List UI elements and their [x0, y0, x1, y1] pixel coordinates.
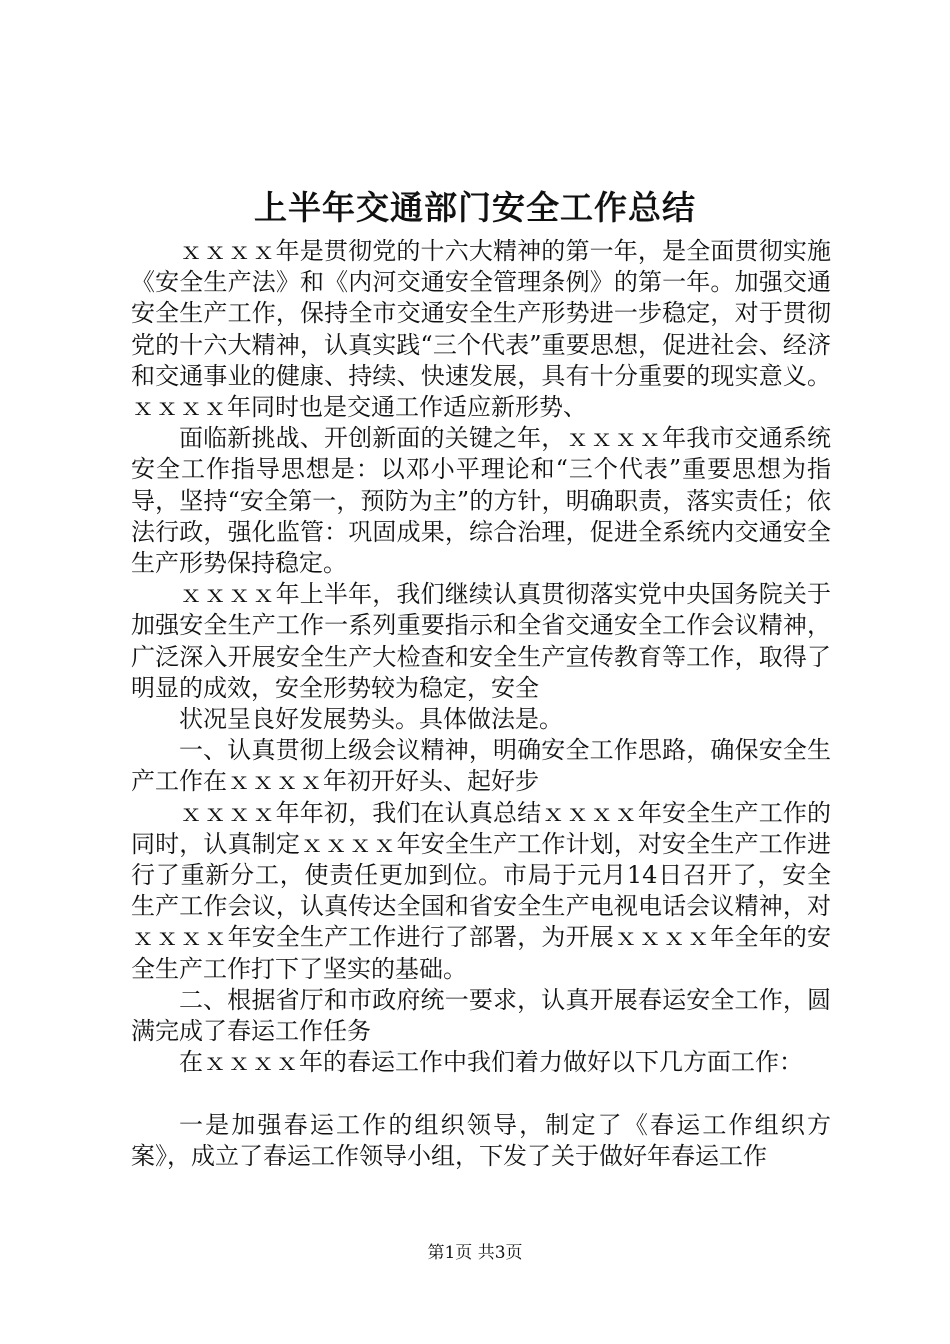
paragraph-year-start-work: ｘｘｘｘ年年初，我们在认真总结ｘｘｘｘ年安全生产工作的同时，认真制定ｘｘｘｘ年安全生产工作计划，对安全生产工作进行了重新分工，使责任更加到位。市局于元月14日召开了，安全生产工作会议，认真传达全国和省安全生产电视电话会议精神，对ｘｘｘｘ年安全生产工作进行了部署，为开展ｘｘｘｘ年全年的安全生产工作打下了坚实的基础。 — [131, 798, 831, 983]
paragraph-spacer — [131, 1078, 831, 1109]
paragraph-spring-transport-point-one: 一是加强春运工作的组织领导，制定了《春运工作组织方案》，成立了春运工作领导小组，下发了关于做好年春运工作 — [131, 1110, 831, 1170]
paragraph-spring-transport-intro: 在ｘｘｘｘ年的春运工作中我们着力做好以下几方面工作： — [179, 1048, 803, 1077]
paragraph-guiding-thought: 面临新挑战、开创新面的关键之年，ｘｘｘｘ年我市交通系统安全工作指导思想是：以邓小平理论和“三个代表”重要思想为指导，坚持“安全第一，预防为主”的方针，明确职责，落实责任；依法行政，强化监管：巩固成果，综合治理，促进全系统内交通安全生产形势保持稳定。 — [131, 424, 831, 578]
paragraph-first-half-summary: ｘｘｘｘ年上半年，我们继续认真贯彻落实党中央国务院关于加强安全生产工作一系列重要指示和全省交通安全工作会议精神，广泛深入开展安全生产大检查和安全生产宣传教育等工作，取得了明显的成效，安全形势较为稳定，安全 — [131, 580, 831, 702]
paragraph-intro: ｘｘｘｘ年是贯彻党的十六大精神的第一年，是全面贯彻实施《安全生产法》和《内河交通安全管理条例》的第一年。加强交通安全生产工作，保持全市交通安全生产形势进一步稳定，对于贯彻党的十六大精神，认真实践“三个代表”重要思想，促进社会、经济和交通事业的健康、持续、快速发展，具有十分重要的现实意义。ｘｘｘｘ年同时也是交通工作适应新形势、 — [131, 237, 831, 422]
document-title: 上半年交通部门安全工作总结 — [254, 188, 696, 227]
page-footer: 第1页 共3页 — [427, 1243, 523, 1263]
paragraph-methods-intro: 状况呈良好发展势头。具体做法是。 — [179, 705, 563, 734]
document-body — [131, 236, 831, 1172]
section-heading-one: 一、认真贯彻上级会议精神，明确安全工作思路，确保安全生产工作在ｘｘｘｘ年初开好头、起好步 — [131, 736, 831, 796]
section-heading-two: 二、根据省厅和市政府统一要求，认真开展春运安全工作，圆满完成了春运工作任务 — [131, 985, 831, 1046]
